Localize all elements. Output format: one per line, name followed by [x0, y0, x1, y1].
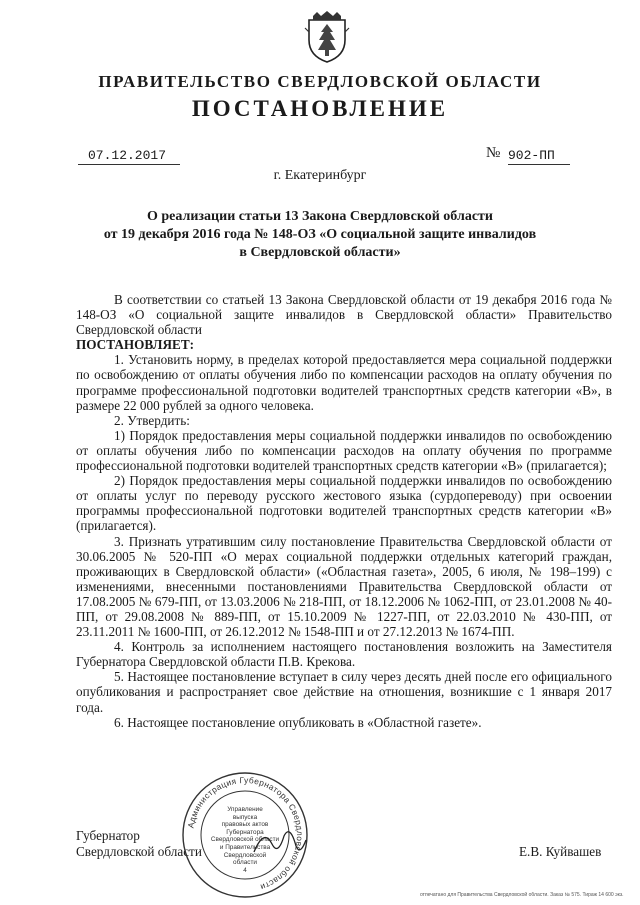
- stamp-line: выпуска: [232, 813, 258, 821]
- stamp-line: Свердловской: [223, 851, 267, 859]
- decree-word: ПОСТАНОВЛЯЕТ:: [76, 337, 195, 353]
- signer-position-line: Свердловской области: [76, 844, 202, 859]
- paragraph-2-1: 1) Порядок предоставления меры социальной поддержки инвалидов по освобождению от оплаты обучения либо по компенсации расходов на оплату обучения по программе профессиональной подготовки водителей транспортных средств категории «В» (прилагается);: [76, 427, 612, 474]
- document-type: ПОСТАНОВЛЕНИЕ: [191, 96, 449, 121]
- stamp-line: правовых актов: [221, 821, 269, 829]
- signature-icon: [250, 822, 310, 862]
- city: г. Екатеринбург: [273, 168, 367, 183]
- paragraph-2-2: 2) Порядок предоставления меры социальной поддержки инвалидов по освобождению от оплаты услуг по переводу русского жестового языка (сурдопереводу) при освоении программы профессиональной подготовки водителей транспортных средств категории «В» (прилагается).: [76, 473, 612, 534]
- signer-name: Е.В. Куйвашев: [519, 844, 602, 859]
- stamp-line: и Правительства: [219, 843, 271, 851]
- paragraph-4: 4. Контроль за исполнением настоящего постановления возложить на Заместителя Губернатора Свердловской области П.В. Крекова.: [76, 639, 612, 670]
- intro-paragraph: В соответствии со статьей 13 Закона Свердловской области от 19 декабря 2016 года № 148-ОЗ «О социальной защите инвалидов в Свердловской области» Правительство Свердловской области: [76, 292, 612, 338]
- stamp-line: Управление: [227, 806, 263, 813]
- document-number: [486, 145, 568, 165]
- stamp-line: Губернатора: [226, 828, 264, 836]
- signer-position-line: Губернатор: [76, 828, 140, 843]
- paragraph-5: 5. Настоящее постановление вступает в силу через десять дней после его официального опубликования и распространяет свое действие на отношения, возникшие с 1 января 2017 года.: [76, 669, 612, 715]
- heading-line: от 19 декабря 2016 года № 148-ОЗ «О социальной защите инвалидов: [103, 227, 537, 242]
- heading-line: в Свердловской области»: [239, 245, 401, 260]
- stamp-line: области: [233, 859, 257, 867]
- number-value: 902-ПП: [508, 148, 570, 165]
- paragraph-3: 3. Признать утратившим силу постановление Правительства Свердловской области от 30.06.2005 № 520-ПП «О мерах социальной поддержки отдельных категорий граждан, проживающих в Свердловской области» («Областная газета», 2005, 6 июля, № 198–199) с изменениями, внесенными постановлениями Правительства Свердловской области от 17.08.2005 № 679-ПП, от 13.03.2006 № 218-ПП, от 18.12.2006 № 1062-ПП, от 23.01.2008 № 40-ПП, от 29.08.2008 № 889-ПП, от 15.10.2009 № 1227-ПП, от 22.03.2010 № 430-ПП, от 23.11.2011 № 1600-ПП, от 26.12.2012 № 1548-ПП и от 27.12.2013 № 1674-ПП.: [76, 533, 612, 640]
- document-body: [76, 292, 612, 730]
- stamp-ring-text: Администрация Губернатора Свердловской области: [185, 774, 306, 893]
- paragraph-2: 2. Утвердить:: [114, 412, 190, 428]
- document-date: 07.12.2017: [78, 148, 180, 165]
- document-heading: [90, 208, 550, 262]
- paragraph-6: 6. Настоящее постановление опубликовать в «Областной газете».: [114, 714, 482, 730]
- paragraph-1: 1. Установить норму, в пределах которой предоставляется мера социальной поддержки по освобождению от оплаты обучения либо по компенсации расходов на оплату обучения по программе профессиональной подготовки водителей транспортных средств категории «В», в размере 22 000 рублей за одного человека.: [76, 352, 612, 413]
- heading-line: О реализации статьи 13 Закона Свердловской области: [147, 209, 493, 224]
- number-sign: №: [486, 145, 501, 161]
- footer-note: отпечатано для Правительства Свердловской области. Заказ № 575. Тираж 14 600 экз.: [420, 892, 624, 898]
- stamp-line: Свердловской области: [210, 836, 280, 844]
- coat-of-arms-icon: [303, 10, 351, 64]
- stamp-line: 4: [243, 866, 247, 874]
- government-title: ПРАВИТЕЛЬСТВО СВЕРДЛОВСКОЙ ОБЛАСТИ: [98, 72, 542, 91]
